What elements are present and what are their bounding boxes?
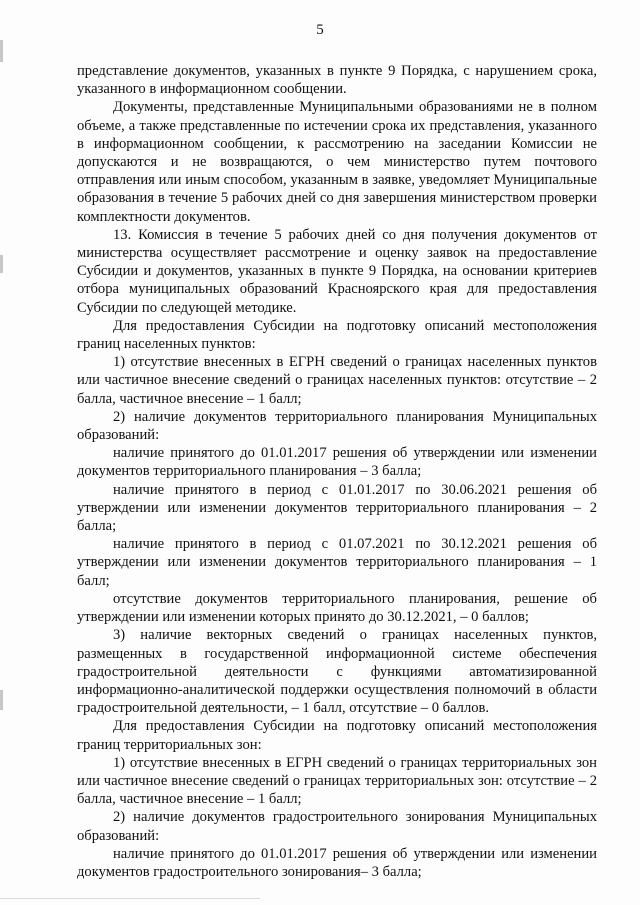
- paragraph: Для предоставления Субсидии на подготовку описаний местоположения границ населенных пунктов:: [77, 317, 597, 353]
- scan-edge-mark: [0, 255, 3, 273]
- page-number: 5: [316, 22, 324, 38]
- scan-edge-mark: [0, 40, 3, 62]
- paragraph: 2) наличие документов территориального планирования Муниципальных образований:: [77, 408, 597, 444]
- paragraph: Для предоставления Субсидии на подготовку описаний местоположения границ территориальных зон:: [77, 718, 597, 753]
- paragraph: наличие принятого до 01.01.2017 решения об утверждении или изменении документов градостроительного зонирования– 3 балла;: [77, 845, 597, 880]
- document-body: [77, 62, 597, 881]
- paragraph: отсутствие документов территориального планирования, решение об утверждении или изменении которых принято до 30.12.2021, – 0 баллов;: [77, 590, 597, 626]
- paragraph: Документы, представленные Муниципальными образованиями не в полном объеме, а также представленные по истечении срока их представления, указанного в информационном сообщении, к рассмотрению на заседании Комиссии не допускаются и не возвращаются, о чем министерство путем почтового отправления или иным способом, указанным в заявке, уведомляет Муниципальные образования в течение 5 рабочих дней со дня завершения министерством проверки комплектности документов.: [77, 99, 597, 225]
- paragraph: 1) отсутствие внесенных в ЕГРН сведений о границах территориальных зон или частичное внесение сведений о границах территориальных зон: отсутствие – 2 балла, частичное внесение – 1 балл;: [77, 754, 597, 808]
- scan-edge-mark: [0, 690, 3, 710]
- bottom-divider: [0, 898, 260, 899]
- paragraph: 3) наличие векторных сведений о границах населенных пунктов, размещенных в государственной информационной системе обеспечения градостроительной деятельности с функциями автоматизированной информационно-аналитической поддержки осуществления полномочий в области градостроительной деятельности, – 1 балл, отсутствие – 0 баллов.: [77, 627, 597, 717]
- paragraph: 2) наличие документов градостроительного зонирования Муниципальных образований:: [77, 809, 597, 844]
- paragraph: 13. Комиссия в течение 5 рабочих дней со дня получения документов от министерства осуществляет рассмотрение и оценку заявок на предоставление Субсидии и документов, указанных в пункте 9 Порядка, на основании критериев отбора муниципальных образований Красноярского края для предоставления Субсидии по следующей методике.: [77, 226, 597, 316]
- paragraph: наличие принятого до 01.01.2017 решения об утверждении или изменении документов территориального планирования – 3 балла;: [77, 445, 597, 480]
- paragraph: наличие принятого в период с 01.07.2021 по 30.12.2021 решения об утверждении или изменении документов территориального планирования – 1 балл;: [77, 536, 597, 589]
- paragraph: представление документов, указанных в пункте 9 Порядка, с нарушением срока, указанного в информационном сообщении.: [77, 63, 597, 98]
- paragraph: 1) отсутствие внесенных в ЕГРН сведений о границах населенных пунктов или частичное внесение сведений о границах населенных пунктов: отсутствие – 2 балла, частичное внесение – 1 балл;: [77, 354, 597, 407]
- paragraph: наличие принятого в период с 01.01.2017 по 30.06.2021 решения об утверждении или изменении документов территориального планирования – 2 балла;: [77, 481, 597, 535]
